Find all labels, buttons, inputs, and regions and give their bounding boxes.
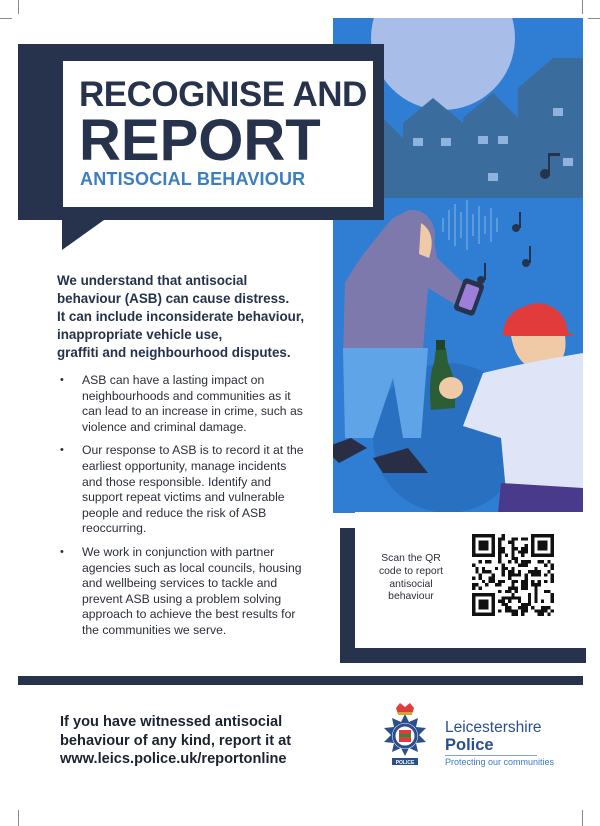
report-online-link[interactable]: www.leics.police.uk/reportonline	[60, 751, 287, 767]
bullet-line: ASB can have a lasting impact on	[82, 373, 265, 387]
bullet-line: can lead to an increase in crime, such as	[82, 404, 303, 419]
org-name-police: Police	[445, 736, 494, 754]
logo-divider	[445, 755, 537, 756]
bullet-line: neighbourhoods and communities as it	[82, 388, 291, 403]
headline-box	[60, 58, 376, 210]
qr-text-line: behaviour	[388, 591, 434, 603]
crest-label: POLICE	[395, 760, 415, 766]
bullet-line: agencies such as local councils, housing	[82, 560, 302, 575]
org-tagline: Protecting our communities	[445, 757, 555, 767]
list-item	[60, 545, 330, 639]
bullet-icon: •	[60, 444, 64, 457]
intro-line: behaviour (ASB) can cause distress.	[57, 291, 290, 306]
headline-subtitle: ANTISOCIAL BEHAVIOUR	[80, 169, 306, 189]
headline-title-line-2: REPORT	[79, 108, 321, 173]
intro-paragraph	[57, 272, 327, 362]
bullet-line: We work in conjunction with partner	[82, 544, 275, 559]
bullet-line: violence and criminal damage.	[82, 419, 247, 434]
crop-mark	[582, 0, 583, 14]
intro-line: It can include inconsiderate behaviour,	[57, 309, 305, 324]
intro-line: We understand that antisocial	[57, 273, 248, 288]
crop-mark	[582, 810, 583, 826]
bullet-icon: •	[60, 374, 64, 386]
qr-code-icon[interactable]	[472, 534, 554, 616]
bullet-icon: •	[60, 545, 64, 558]
bullet-line: prevent ASB using a problem solving	[82, 591, 282, 606]
bullet-list	[60, 373, 330, 647]
qr-text-line: code to report	[378, 565, 444, 577]
crop-mark	[18, 810, 19, 826]
crop-mark	[18, 0, 19, 14]
divider-band	[18, 676, 583, 685]
bullet-line: reoccurring.	[82, 521, 147, 536]
bullet-line: earliest opportunity, manage incidents	[82, 458, 287, 473]
footer-call-to-action	[60, 713, 291, 769]
bullet-line: support repeat victims and vulnerable	[82, 490, 285, 505]
list-item	[60, 443, 330, 537]
qr-text-line: antisocial	[389, 578, 433, 590]
qr-text-line: Scan the QR	[381, 553, 441, 564]
org-name: Leicestershire	[445, 719, 542, 736]
crop-mark	[0, 18, 12, 19]
footer-line: If you have witnessed antisocial	[60, 714, 283, 730]
bullet-line: the communities we serve.	[82, 622, 227, 637]
crop-mark	[588, 18, 600, 19]
bullet-line: people and reduce the risk of ASB	[82, 505, 267, 520]
bullet-line: and those responsible. Identify and	[82, 474, 272, 489]
headline-title-line-1: RECOGNISE AND	[79, 75, 367, 114]
bullet-line: approach to achieve the best results for	[82, 607, 296, 622]
intro-line: graffiti and neighbourhood disputes.	[57, 345, 291, 360]
list-item	[60, 373, 330, 435]
qr-instructions	[368, 553, 454, 604]
police-crest-icon	[372, 700, 438, 776]
intro-line: inappropriate vehicle use,	[57, 327, 223, 342]
footer-line: behaviour of any kind, report it at	[60, 732, 292, 749]
bullet-line: Our response to ASB is to record it at the	[82, 443, 304, 458]
bullet-line: and wellbeing services to tackle and	[82, 576, 278, 591]
